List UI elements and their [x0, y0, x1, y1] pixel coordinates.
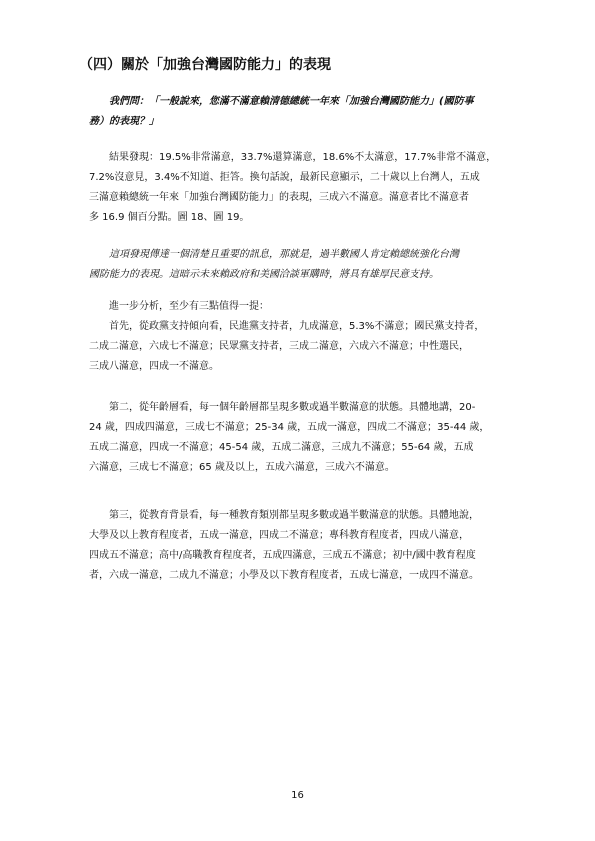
paragraph-line: 第二，從年齡層看，每一個年齡層都呈現多數或過半數滿意的狀態。具體地講，20-: [109, 402, 476, 413]
paragraph-line: 六滿意，三成七不滿意；65 歲及以上，五成六滿意，三成六不滿意。: [89, 462, 395, 473]
paragraph-line: 三成八滿意，四成一不滿意。: [89, 361, 219, 372]
analysis-intro-paragraph: [89, 297, 516, 317]
paragraph-line: 務）的表現？」: [89, 116, 159, 127]
paragraph-line: 多 16.9 個百分點。圖 18、圖 19。: [89, 212, 250, 223]
paragraph-line: 五成二滿意，四成一不滿意；45-54 歲，五成二滿意，三成九不滿意；55-64 歲，五成: [89, 442, 474, 453]
results-paragraph: [89, 148, 516, 228]
paragraph-line: 進一步分析，至少有三點值得一提：: [109, 301, 269, 312]
paragraph-line: 這項發現傳達一個清楚且重要的訊息，那就是，過半數國人肯定賴總統強化台灣: [109, 249, 459, 260]
paragraph-line: 二成二滿意，六成七不滿意；民眾黨支持者，三成二滿意，六成六不滿意；中性選民，: [89, 341, 469, 352]
paragraph-line: 國防能力的表現。這暗示未來賴政府和美國洽談軍購時，將具有雄厚民意支持。: [89, 269, 439, 280]
paragraph-line: 首先，從政黨支持傾向看，民進黨支持者，九成滿意，5.3%不滿意；國民黨支持者，: [109, 321, 485, 332]
survey-question-paragraph: [89, 92, 516, 132]
page-number: 16: [291, 790, 304, 801]
paragraph-line: 結果發現：19.5%非常滿意，33.7%還算滿意，18.6%不太滿意，17.7%非常不滿意，: [109, 152, 497, 163]
paragraph-line: 第三，從教育背景看，每一種教育類別都呈現多數或過半數滿意的狀態。具體地說，: [109, 510, 479, 521]
paragraph-line: 24 歲，四成四滿意，三成七不滿意；25-34 歲，五成一滿意，四成二不滿意；35-44 歲，: [89, 422, 490, 433]
analysis-party-paragraph: [89, 317, 516, 377]
paragraph-line: 三滿意賴總統一年來「加強台灣國防能力」的表現，三成六不滿意。滿意者比不滿意者: [89, 192, 469, 203]
paragraph-line: 我們問：「一般說來，您滿不滿意賴清德總統一年來「加強台灣國防能力」(國防事: [109, 96, 474, 107]
section-heading: （四）關於「加強台灣國防能力」的表現: [79, 57, 331, 73]
analysis-age-paragraph: [89, 398, 516, 478]
paragraph-line: 7.2%沒意見，3.4%不知道、拒答。換句話說，最新民意顯示，二十歲以上台灣人，五成: [89, 172, 480, 183]
interpretation-paragraph: [89, 245, 516, 285]
analysis-education-paragraph: [89, 506, 516, 586]
paragraph-line: 者，六成一滿意，二成九不滿意；小學及以下教育程度者，五成七滿意，一成四不滿意。: [89, 570, 479, 581]
paragraph-line: 大學及以上教育程度者，五成一滿意，四成二不滿意；專科教育程度者，四成八滿意，: [89, 530, 469, 541]
paragraph-line: 四成五不滿意；高中/高職教育程度者，五成四滿意，三成五不滿意；初中/國中教育程度: [89, 550, 476, 561]
